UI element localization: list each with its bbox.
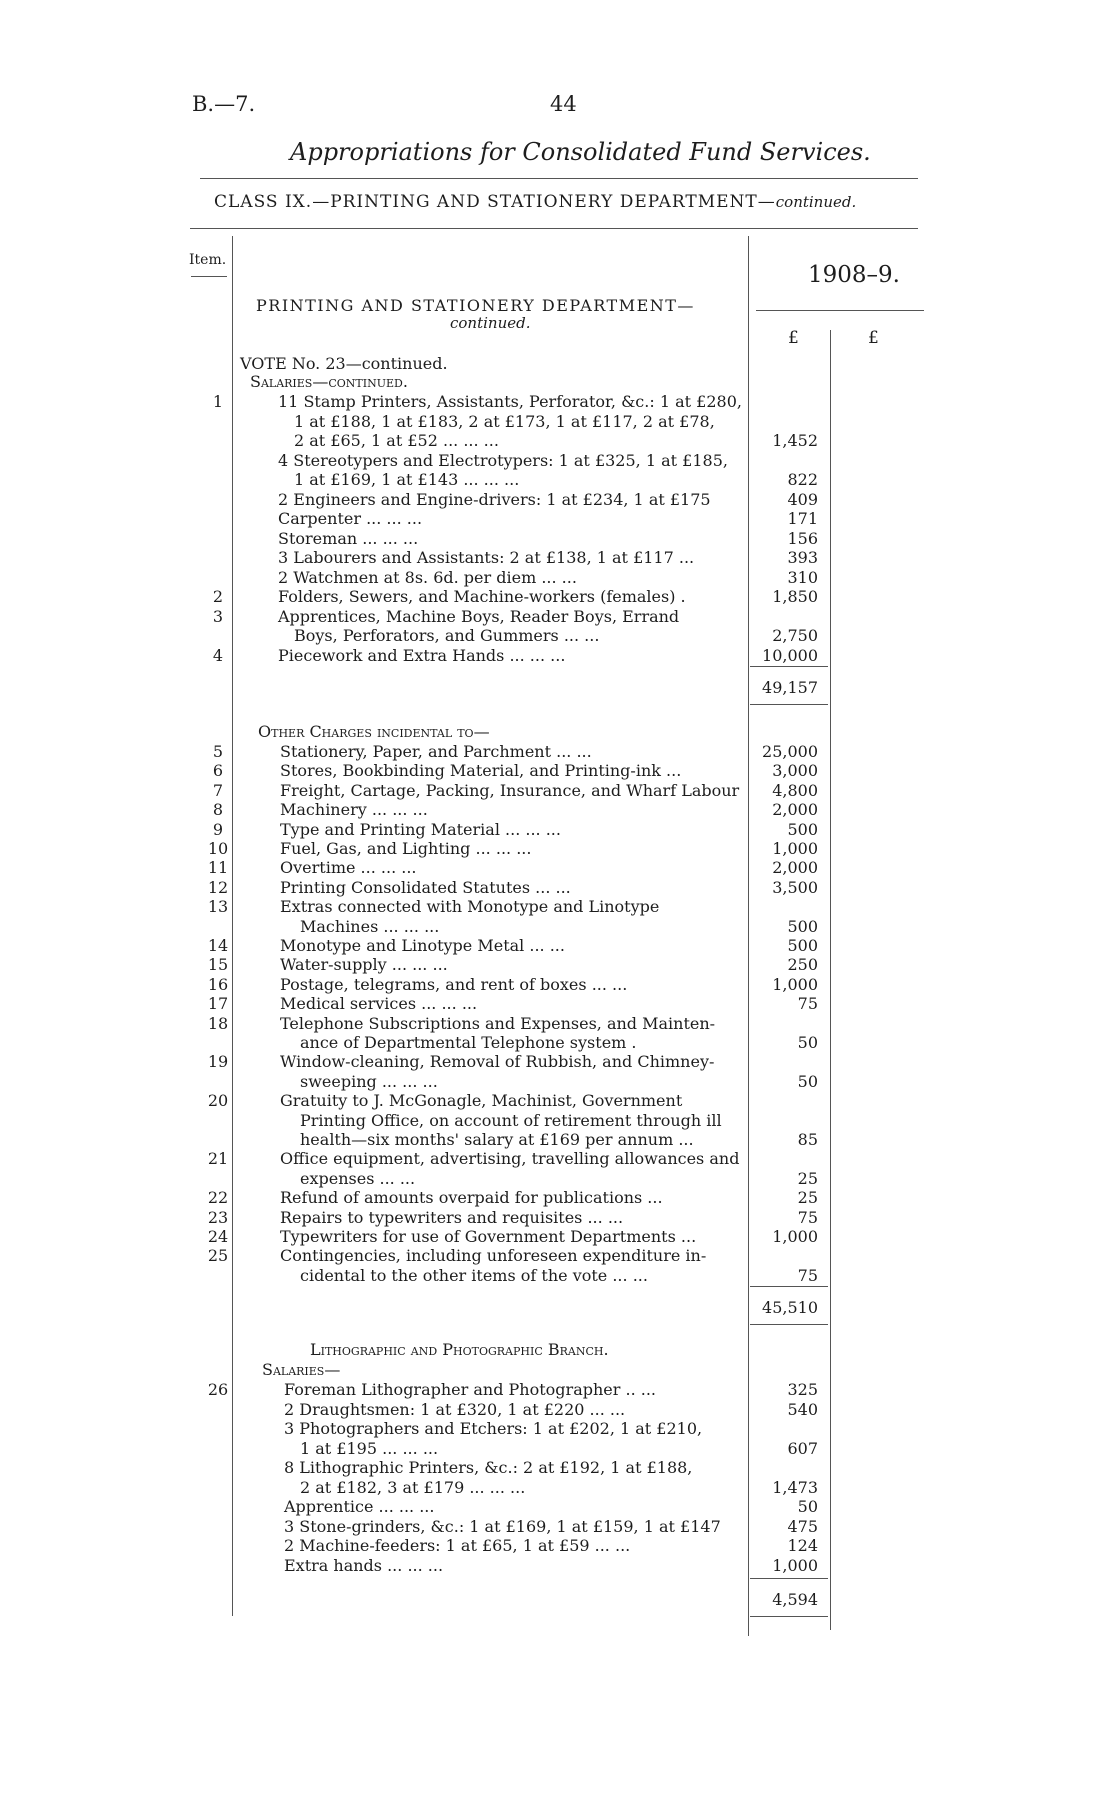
pound-column-header: £ <box>868 328 879 348</box>
litho-line: 8 Lithographic Printers, &c.: 2 at £192, 1 at £188, <box>284 1458 693 1477</box>
total-rule <box>750 1578 828 1579</box>
salary-item-number: 1 <box>212 392 224 411</box>
charge-amount: 4,800 <box>772 780 818 800</box>
charge-line: Typewriters for use of Government Departments ... <box>280 1227 697 1246</box>
other-charges-total: 45,510 <box>762 1298 818 1317</box>
salary-item-number: 2 <box>212 587 224 606</box>
salary-line: Piecework and Extra Hands ... ... ... <box>278 645 566 665</box>
salary-line: 1 at £169, 1 at £143 ... ... ... <box>294 470 520 489</box>
charge-amount: 500 <box>787 819 818 839</box>
salary-amount: 822 <box>787 470 818 489</box>
salary-line: Storeman ... ... ... <box>278 528 419 548</box>
litho-amount: 1,473 <box>772 1477 818 1497</box>
charge-line: Freight, Cartage, Packing, Insurance, and Wharf Labour <box>280 780 740 800</box>
total-rule <box>750 666 828 667</box>
charge-amount: 75 <box>797 1207 818 1227</box>
class-heading: CLASS IX.—PRINTING AND STATIONERY DEPARTMENT—continued. <box>214 192 857 212</box>
salary-amount: 156 <box>787 528 818 548</box>
charge-item-number: 25 <box>207 1246 229 1266</box>
charge-amount: 50 <box>797 1033 818 1052</box>
charge-line: Printing Office, on account of retirement through ill <box>300 1110 722 1130</box>
charge-line: ance of Departmental Telephone system . <box>300 1033 637 1052</box>
litho-amount: 607 <box>787 1438 818 1458</box>
litho-heading: Lithographic and Photographic Branch. <box>310 1340 609 1359</box>
salary-amount: 2,750 <box>772 626 818 645</box>
charge-amount: 25 <box>797 1168 818 1188</box>
salary-line: 3 Labourers and Assistants: 2 at £138, 1 at £117 ... <box>278 548 695 567</box>
other-charges-heading: Other Charges incidental to— <box>258 722 490 741</box>
charge-line: Monotype and Linotype Metal ... ... <box>280 936 565 955</box>
charge-item-number: 7 <box>212 780 224 800</box>
charge-line: Gratuity to J. McGonagle, Machinist, Government <box>280 1091 683 1111</box>
charge-amount: 85 <box>797 1130 818 1149</box>
charge-amount: 25 <box>797 1188 818 1208</box>
charge-item-number: 13 <box>207 897 229 917</box>
charge-item-number: 12 <box>207 877 229 897</box>
salaries-heading: Salaries—continued. <box>250 372 408 391</box>
litho-salaries-heading: Salaries— <box>262 1360 341 1379</box>
litho-line: 2 at £182, 3 at £179 ... ... ... <box>300 1477 526 1497</box>
charge-line: Window-cleaning, Removal of Rubbish, and Chimney- <box>280 1052 715 1072</box>
charge-line: Telephone Subscriptions and Expenses, and Mainten- <box>280 1013 716 1033</box>
salary-line: Boys, Perforators, and Gummers ... ... <box>294 626 600 645</box>
charge-amount: 500 <box>787 916 818 936</box>
charge-item-number: 18 <box>207 1013 229 1033</box>
charge-amount: 75 <box>797 1265 818 1285</box>
charge-amount: 1,000 <box>772 974 818 994</box>
column-rule <box>232 236 233 1616</box>
charge-amount: 3,500 <box>772 877 818 897</box>
litho-amount: 475 <box>787 1516 818 1536</box>
total-rule <box>750 704 828 705</box>
charge-line: health—six months' salary at £169 per annum ... <box>300 1130 694 1149</box>
charge-item-number: 10 <box>207 839 229 858</box>
page-title: Appropriations for Consolidated Fund Services. <box>290 138 871 166</box>
total-rule <box>750 1286 828 1287</box>
salary-amount: 1,850 <box>772 587 818 606</box>
department-continued: continued. <box>450 314 531 332</box>
charge-line: Repairs to typewriters and requisites ... ... <box>280 1207 624 1227</box>
charge-amount: 50 <box>797 1071 818 1091</box>
salary-amount: 310 <box>787 567 818 587</box>
charge-line: Stores, Bookbinding Material, and Printing-ink ... <box>280 761 682 781</box>
charge-amount: 75 <box>797 994 818 1014</box>
charge-line: Overtime ... ... ... <box>280 858 417 878</box>
salary-line: 2 Engineers and Engine-drivers: 1 at £234, 1 at £175 <box>278 489 711 509</box>
divider <box>191 276 227 277</box>
salary-amount: 171 <box>787 509 818 528</box>
divider <box>200 178 918 179</box>
charge-item-number: 14 <box>207 936 229 955</box>
litho-amount: 124 <box>787 1536 818 1555</box>
divider <box>190 228 918 229</box>
salary-line: 11 Stamp Printers, Assistants, Perforator, &c.: 1 at £280, <box>278 392 742 411</box>
page-number: 44 <box>550 92 577 116</box>
charge-amount: 2,000 <box>772 800 818 820</box>
document-ref: B.—7. <box>192 92 256 116</box>
salary-amount: 10,000 <box>762 645 818 665</box>
charge-item-number: 24 <box>207 1227 229 1246</box>
charge-item-number: 17 <box>207 994 229 1014</box>
salary-line: 1 at £188, 1 at £183, 2 at £173, 1 at £117, 2 at £78, <box>294 411 715 431</box>
total-rule <box>750 1324 828 1325</box>
salaries-total: 49,157 <box>762 678 818 697</box>
charge-line: Water-supply ... ... ... <box>280 955 448 975</box>
divider <box>756 310 924 311</box>
charge-line: Office equipment, advertising, travelling allowances and <box>280 1149 740 1169</box>
column-rule <box>830 330 831 1630</box>
charge-item-number: 16 <box>207 974 229 994</box>
charge-item-number: 22 <box>207 1188 229 1208</box>
salary-amount: 1,452 <box>772 431 818 450</box>
salary-amount: 409 <box>787 489 818 509</box>
charge-line: Type and Printing Material ... ... ... <box>280 819 561 839</box>
charge-line: Refund of amounts overpaid for publications ... <box>280 1188 663 1208</box>
litho-item-number: 26 <box>207 1380 229 1399</box>
charge-line: Extras connected with Monotype and Linotype <box>280 897 660 917</box>
total-rule <box>750 1616 828 1617</box>
litho-amount: 325 <box>787 1380 818 1399</box>
charge-item-number: 6 <box>212 761 224 781</box>
litho-line: 3 Stone-grinders, &c.: 1 at £169, 1 at £159, 1 at £147 <box>284 1516 721 1536</box>
salary-item-number: 3 <box>212 606 224 626</box>
salary-line: Apprentices, Machine Boys, Reader Boys, Errand <box>278 606 680 626</box>
charge-item-number: 19 <box>207 1052 229 1072</box>
charge-amount: 500 <box>787 936 818 955</box>
litho-line: Apprentice ... ... ... <box>284 1497 435 1516</box>
charge-line: Contingencies, including unforeseen expenditure in- <box>280 1246 707 1266</box>
charge-amount: 1,000 <box>772 839 818 858</box>
salary-line: 2 Watchmen at 8s. 6d. per diem ... ... <box>278 567 577 587</box>
charge-line: Postage, telegrams, and rent of boxes ... ... <box>280 974 628 994</box>
charge-line: cidental to the other items of the vote ... ... <box>300 1265 648 1285</box>
charge-line: Fuel, Gas, and Lighting ... ... ... <box>280 839 532 858</box>
charge-item-number: 15 <box>207 955 229 975</box>
salary-item-number: 4 <box>212 645 224 665</box>
charge-item-number: 23 <box>207 1207 229 1227</box>
salary-line: 2 at £65, 1 at £52 ... ... ... <box>294 431 499 450</box>
charge-line: Stationery, Paper, and Parchment ... ... <box>280 742 592 761</box>
item-column-header: Item. <box>189 252 227 268</box>
litho-amount: 1,000 <box>772 1555 818 1575</box>
charge-item-number: 20 <box>207 1091 229 1111</box>
litho-line: 2 Machine-feeders: 1 at £65, 1 at £59 ... ... <box>284 1536 631 1555</box>
charge-item-number: 21 <box>207 1149 229 1169</box>
charge-item-number: 5 <box>212 742 224 761</box>
charge-line: Printing Consolidated Statutes ... ... <box>280 877 571 897</box>
charge-amount: 25,000 <box>762 742 818 761</box>
vote-heading: VOTE No. 23—continued. <box>240 354 448 373</box>
litho-line: Foreman Lithographer and Photographer .. ... <box>284 1380 656 1399</box>
litho-line: 3 Photographers and Etchers: 1 at £202, 1 at £210, <box>284 1419 703 1438</box>
charge-line: Medical services ... ... ... <box>280 994 478 1014</box>
litho-amount: 50 <box>797 1497 818 1516</box>
charge-line: Machinery ... ... ... <box>280 800 428 820</box>
charge-item-number: 8 <box>212 800 224 820</box>
salary-line: Carpenter ... ... ... <box>278 509 423 528</box>
charge-line: expenses ... ... <box>300 1168 416 1188</box>
charge-amount: 1,000 <box>772 1227 818 1246</box>
charge-amount: 250 <box>787 955 818 975</box>
litho-line: 1 at £195 ... ... ... <box>300 1438 439 1458</box>
salary-line: 4 Stereotypers and Electrotypers: 1 at £325, 1 at £185, <box>278 450 728 470</box>
department-heading: PRINTING AND STATIONERY DEPARTMENT— <box>256 296 695 315</box>
charge-item-number: 9 <box>212 819 224 839</box>
litho-amount: 540 <box>787 1399 818 1419</box>
charge-amount: 3,000 <box>772 761 818 781</box>
charge-amount: 2,000 <box>772 858 818 878</box>
year-column-header: 1908–9. <box>808 262 900 288</box>
salary-line: Folders, Sewers, and Machine-workers (females) . <box>278 587 686 606</box>
charge-line: sweeping ... ... ... <box>300 1071 438 1091</box>
litho-total: 4,594 <box>772 1590 818 1609</box>
salary-amount: 393 <box>787 548 818 567</box>
charge-line: Machines ... ... ... <box>300 916 440 936</box>
litho-line: Extra hands ... ... ... <box>284 1555 444 1575</box>
pound-column-header: £ <box>788 328 799 348</box>
charge-item-number: 11 <box>207 858 229 878</box>
litho-line: 2 Draughtsmen: 1 at £320, 1 at £220 ... ... <box>284 1399 626 1419</box>
